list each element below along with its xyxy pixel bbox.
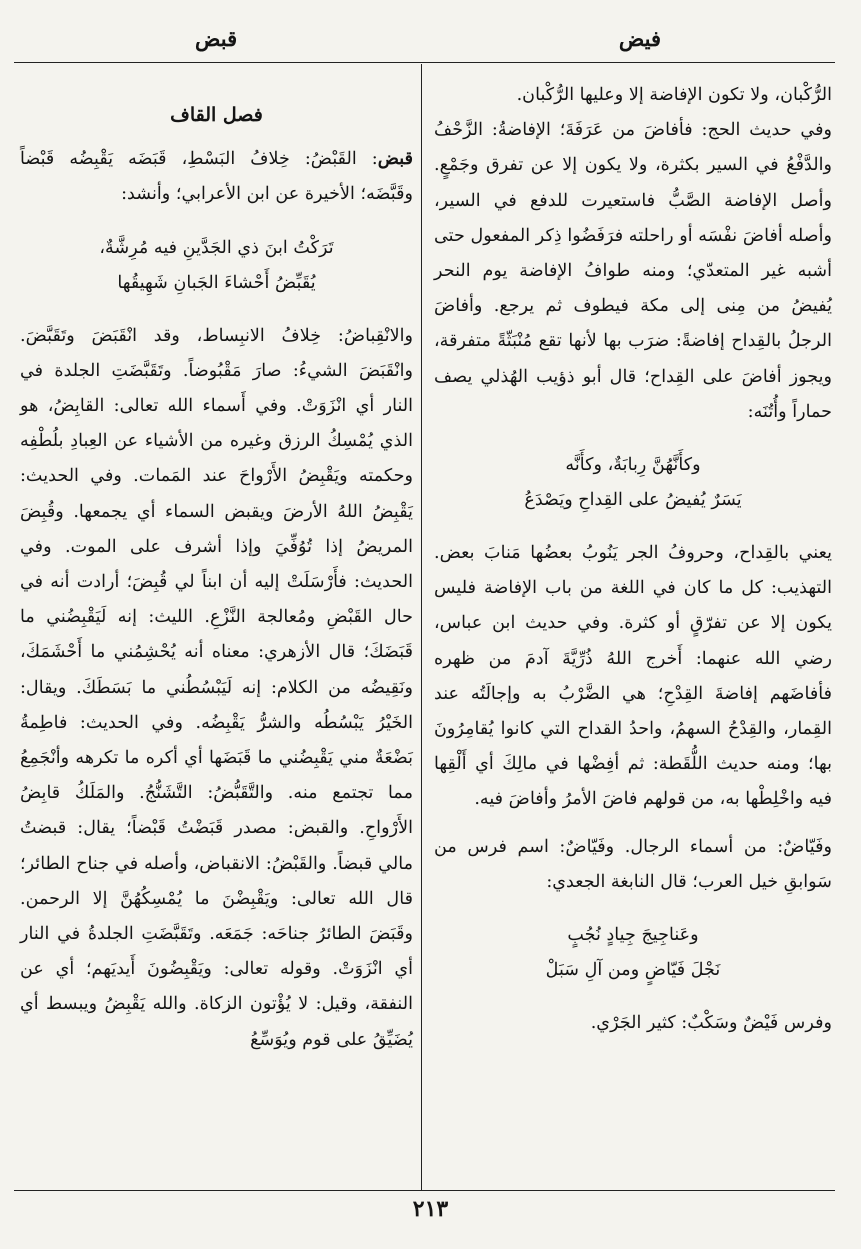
right-para-2: وفي حديث الحج: فأفاضَ من عَرَفَةَ؛ الإفاضةُ: الزَّحْفُ والدَّفْعُ في السير بكثرة، ولا يكون إلا عن تفرق وجَمْعٍ. وأصل الإفاضة الصَّبُّ فاستعيرت للدفع في السير، وأصله أفاضَ نفْسَه أو راحلته فرَفَضُوا ذِكر المفعول حتى أشبه غير المتعدّي؛ ومنه طوافُ الإفاضة يوم النحر يُفيضُ من مِنى إلى مكة فيطوف ثم يرجع. وأفاضَ الرجلُ بالقِداح إفاضةً: ضرَب بها لأنها تقع مُنْبَثّةً متفرقة، ويجوز أفاضَ على القِداح؛ قال أبو ذؤيب الهُذلي يصف حماراً وأُتُنَه: bbox=[434, 120, 832, 422]
running-header-left: قبض bbox=[195, 26, 238, 51]
headword: قبض bbox=[377, 148, 413, 170]
verse-line: تَرَكْتُ ابنَ ذي الجَدَّينِ فيه مُرِشَّةٌ، bbox=[99, 237, 334, 258]
right-para-4: وفَيّاضٌ: من أسماء الرجال. وفَيّاضٌ: اسم فرس من سَوابقِ خيل العرب؛ قال النابغة الجعدي: bbox=[434, 836, 832, 892]
left-para-2: والانْقِباضُ: خِلافُ الانبِساط، وقد انْقَبَضَ وتَقَبَّضَ. وانْقَبَضَ الشيءُ: صارَ مَقْبُوضاً. وتَقَبَّضَتِ الجلدة في النار أي انْزَوَتْ. وفي أَسماء الله تعالى: القابِضُ، هو الذي يُمْسِكُ الرزق وغيره من الأشياء عن العِبادِ بلُطْفِه وحكمته ويَقْبِضُ الأَرْواحَ عند المَمات. وفي الحديث: يَقْبِضُ اللهُ الأرضَ ويقبض السماء أي يجمعها. وقُبِضَ المريضُ إذا تُوُفِّيَ وإذا أشرف على الموت. وفي الحديث: فأَرْسَلَتْ إليه أن ابناً لي قُبِضَ؛ أرادت أنه في حال القَبْضِ ومُعالجة النَّزْعِ. الليث: إنه لَيَقْبِضُني ما قَبَضَكَ؛ قال الأزهري: معناه أنه يُحْشِمُني ما أَحْشَمَكَ، ونَقِيضُه من الكلام: إنه لَيَبْسُطُني ما بَسَطَكَ. ويقال: الخَيْرُ يَبْسُطُه والشرُّ يَقْبِضُه. وفي الحديث: فاطِمةُ بَضْعَةٌ مني يَقْبِضُني ما قَبَضَها أي أكره ما تكرهه وأنْجَمِعُ مما تجتمع منه. والتَّقَبُّضُ: التَّشَنُّجُ. والمَلَكُ قابِضُ الأَرْواحِ. والقبض: مصدر قَبَضْتُ قَبْضاً؛ يقال: قبضتُ مالي قبضاً. والقَبْضُ: الانقباض، وأصله في جناح الطائر؛ قال الله تعالى: ويَقْبِضْنَ ما يُمْسِكُهُنَّ إلا الرحمن. وقَبَضَ الطائرُ جناحَه: جَمَعَه. وتَقَبَّضَتِ الجلدةُ في النار أي انْزَوَتْ. وقوله تعالى: ويَقْبِضُونَ أَيديَهم؛ أي عن النفقة، وقيل: لا يُؤْتون الزكاة. والله يَقْبِضُ ويبسط أي يُضَيِّقُ على قوم ويُوَسِّعُ bbox=[20, 325, 413, 1050]
verse-line: نَجْلَ فَيّاضٍ ومن آلِ سَبَلْ bbox=[545, 960, 721, 981]
right-verse-2 bbox=[434, 918, 832, 988]
page-number: ٢١٣ bbox=[412, 1196, 449, 1222]
left-para-1 bbox=[20, 141, 413, 212]
left-para-1-text: : القَبْضُ: خِلافُ البَسْطِ، قَبَضَه يَقْبِضُه قَبْضاً وقَبَّضَه؛ الأخيرة عن ابن الأعرابي؛ وأنشد: bbox=[20, 149, 413, 205]
left-verse bbox=[20, 231, 413, 301]
verse-line: يَسَرٌ يُفيضُ على القِداحِ ويَصْدَعُ bbox=[524, 490, 742, 511]
verse-line: يُقَبِّضُ أَحْشاءَ الجَبانِ شَهِيقُها bbox=[117, 272, 316, 293]
right-verse-1 bbox=[434, 448, 832, 518]
verse-line: وعَناجِيجَ جِيادٍ نُجُبٍ bbox=[567, 925, 699, 946]
right-para-3: يعني بالقِداح، وحروفُ الجر يَنُوبُ بعضُها مَنابَ بعض. التهذيب: كل ما كان في اللغة من باب الإفاضة فليس يكون إلا عن تفرّقٍ أو كثرة. وفي حديث ابن عباس، رضي الله عنهما: أَخرج اللهُ ذُرِّيَّةَ آدمَ من ظهره فأفاضَهم إفاضةَ القِدْحِ؛ هي الضَّرْبُ به وإجالَتُه عند القِمار، والقِدْحُ السهمُ، واحدُ القداح التي كانوا يُقامِرُونَ بها؛ ومنه حديث اللُّقَطة: ثم أفِضْها في مالِكَ أي أَلْقِها فيه واخْلِطْها به، من قولهم فاضَ الأمرُ وأفاضَ فيه. bbox=[434, 543, 832, 810]
right-column bbox=[434, 78, 832, 1041]
right-para-5: وفرس فَيْضٌ وسَكْبٌ: كثير الجَرْي. bbox=[590, 1013, 832, 1034]
right-para-1: الرُّكْبان، ولا تكون الإفاضة إلا وعليها الرُّكْبان. bbox=[516, 85, 832, 105]
top-rule bbox=[14, 62, 835, 63]
bottom-rule bbox=[14, 1190, 835, 1191]
column-divider bbox=[421, 64, 422, 1190]
verse-line: وكأَنَّهُنَّ رِبابَةٌ، وكأَنَّه bbox=[565, 455, 701, 476]
left-column bbox=[20, 78, 413, 1058]
section-title: فصل القاف bbox=[170, 104, 263, 126]
running-header-right: فيض bbox=[618, 26, 661, 51]
